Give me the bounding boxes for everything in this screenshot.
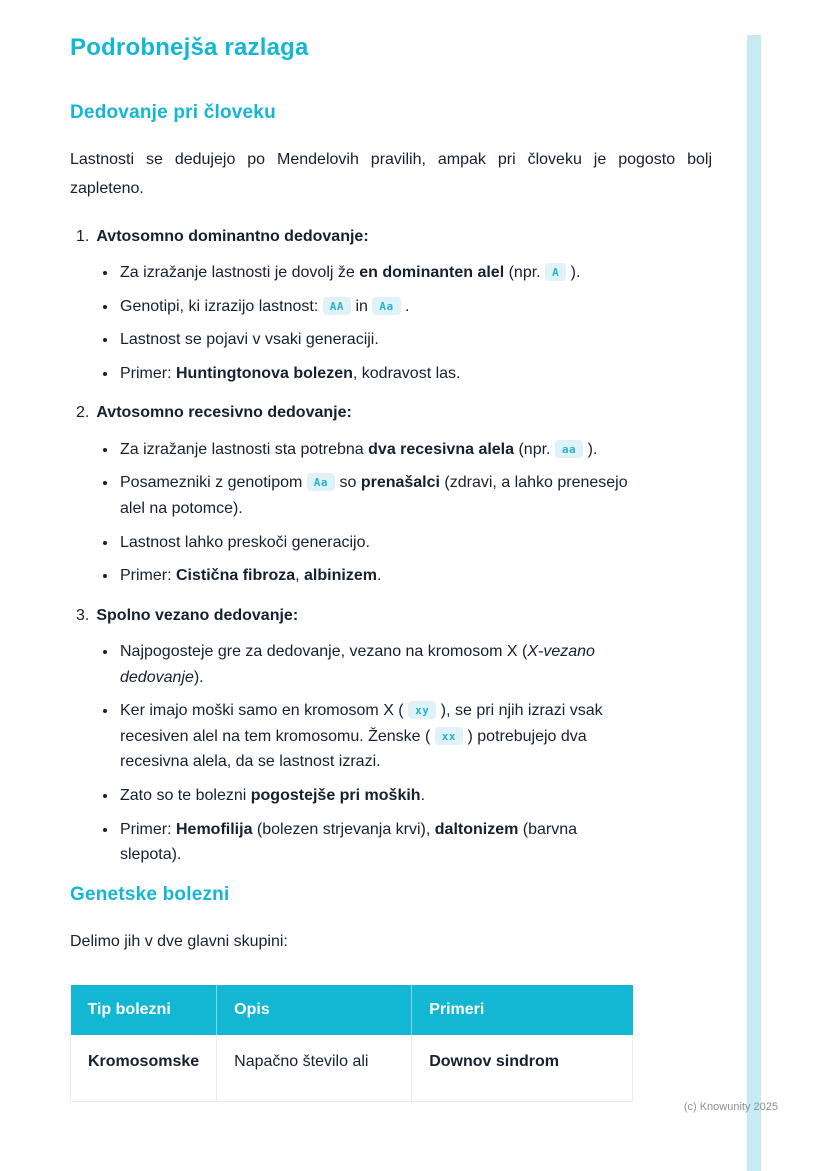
allele-badge: xy: [408, 701, 436, 719]
allele-badge: AA: [323, 297, 351, 315]
allele-badge: aa: [555, 440, 583, 458]
table-cell-primeri: Downov sindrom: [412, 1035, 633, 1102]
table-header-row: [71, 985, 633, 1035]
bullet-item: • Ker imajo moški samo en kromosom X ( xy ), se pri njih izrazi vsak recesiven alel na tem kromosomu. Ženske ( xx ) potrebujejo dva recesivna alela, da se lastnost izrazi.: [118, 698, 636, 775]
section-heading-dedovanje: Dedovanje pri človeku: [70, 102, 276, 123]
document-content: [70, 34, 712, 1102]
page-edge-stripe: [747, 35, 761, 1171]
bullet-item: • Lastnost lahko preskoči generacijo.: [118, 530, 636, 556]
table-header-tip-bolezni: Tip bolezni: [71, 985, 217, 1035]
table-header-opis: Opis: [217, 985, 412, 1035]
table-cell-opis: Napačno število ali: [217, 1035, 412, 1102]
list-item-number: 3.: [76, 606, 90, 624]
allele-badge: Aa: [372, 297, 400, 315]
list-item-title: Avtosomno recesivno dedovanje:: [96, 404, 352, 422]
bullet-item: • Primer: Cistična fibroza, albinizem.: [118, 563, 636, 589]
intro-paragraph-2: Delimo jih v dve glavni skupini:: [70, 932, 288, 950]
genetics-table: [70, 985, 633, 1102]
list-item-3: [70, 605, 712, 868]
list-item-heading: [70, 226, 712, 248]
page-title: Podrobnejša razlaga: [70, 34, 309, 61]
allele-badge: A: [545, 263, 566, 281]
bullet-item: • Posamezniki z genotipom Aa so prenašalci (zdravi, a lahko prenesejo alel na potomce).: [118, 470, 636, 521]
allele-badge: Aa: [307, 473, 335, 491]
bullet-list: [70, 437, 712, 589]
bullet-item: • Lastnost se pojavi v vsaki generaciji.: [118, 327, 636, 353]
bullet-item: • Najpogosteje gre za dedovanje, vezano na kromosom X (X-vezano dedovanje).: [118, 639, 636, 690]
table-cell-tip-bolezni: Kromosomske: [71, 1035, 217, 1102]
list-item-title: Avtosomno dominantno dedovanje:: [96, 227, 369, 245]
bullet-item: • Primer: Hemofilija (bolezen strjevanja krvi), daltonizem (barvna slepota).: [118, 817, 636, 868]
allele-badge: xx: [435, 727, 463, 745]
bullet-item: • Genotipi, ki izrazijo lastnost: AA in Aa .: [118, 294, 636, 320]
list-item-2: [70, 402, 712, 588]
bullet-item: • Za izražanje lastnosti sta potrebna dva recesivna alela (npr. aa ).: [118, 437, 636, 463]
list-item-heading: [70, 402, 712, 424]
table-header-primeri: Primeri: [412, 985, 633, 1035]
list-item-number: 2.: [76, 404, 90, 422]
numbered-list: [70, 226, 712, 868]
bullet-item: • Zato so te bolezni pogostejše pri moških.: [118, 783, 636, 809]
list-item-heading: [70, 605, 712, 627]
bullet-item: • Primer: Huntingtonova bolezen, kodravost las.: [118, 361, 636, 387]
intro-paragraph: Lastnosti se dedujejo po Mendelovih pravilih, ampak pri človeku je pogosto bolj zapleteno.: [70, 151, 712, 197]
bullet-item: • Za izražanje lastnosti je dovolj že en dominanten alel (npr. A ).: [118, 260, 636, 286]
section-heading-genetske: Genetske bolezni: [70, 883, 230, 905]
table-row: [71, 1035, 633, 1102]
list-item-number: 1.: [76, 227, 90, 245]
list-item-title: Spolno vezano dedovanje:: [96, 606, 299, 624]
list-item-1: [70, 226, 712, 387]
knowunity-watermark: (c) Knowunity 2025: [683, 1101, 778, 1113]
bullet-list: [70, 260, 712, 386]
bullet-list: [70, 639, 712, 868]
